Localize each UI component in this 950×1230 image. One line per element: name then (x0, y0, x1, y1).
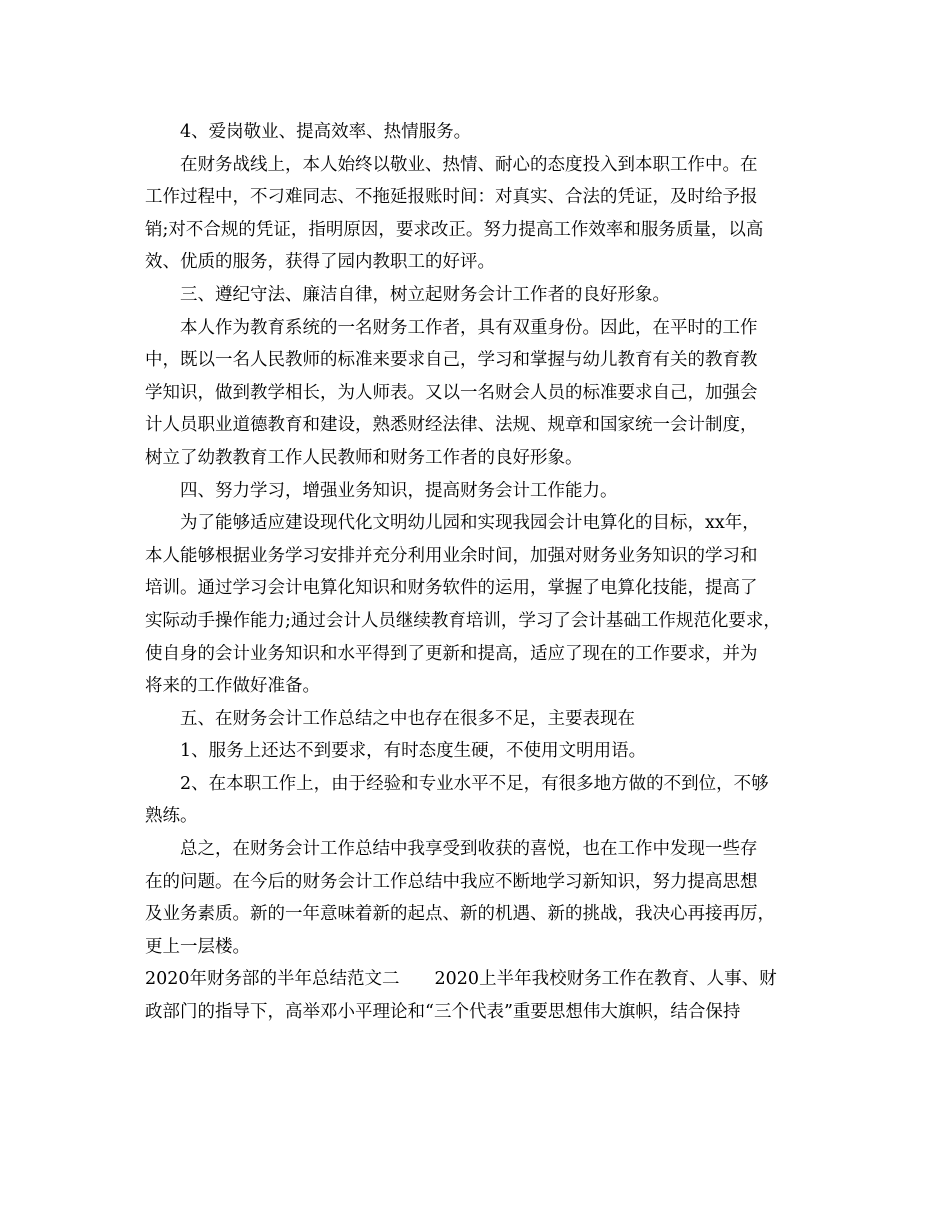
text-line: 更上一层楼。 (145, 936, 250, 957)
text-line: 计人员职业道德教育和建设，熟悉财经法律、法规、规章和国家统一会计制度， (145, 415, 758, 436)
text-line: 政部门的指导下，高举邓小平理论和“三个代表”重要思想伟大旗帜，结合保持 (145, 1002, 741, 1023)
document-body (145, 116, 825, 1029)
text-line: 销;对不合规的凭证，指明原因，要求改正。努力提高工作效率和服务质量，以高 (145, 219, 764, 240)
text-line: 及业务素质。新的一年意味着新的起点、新的机遇、新的挑战，我决心再接再厉， (145, 904, 775, 925)
text-line: 2、在本职工作上，由于经验和专业水平不足，有很多地方做的不到位，不够 (180, 773, 769, 794)
text-line: 使自身的会计业务知识和水平得到了更新和提高，适应了现在的工作要求，并为 (145, 643, 758, 664)
text-line: 树立了幼教教育工作人民教师和财务工作者的良好形象。 (145, 447, 583, 468)
text-line: 三、遵纪守法、廉洁自律，树立起财务会计工作者的良好形象。 (180, 284, 670, 305)
text-line: 工作过程中，不刁难同志、不拖延报账时间：对真实、合法的凭证，及时给予报 (145, 187, 758, 208)
text-line: 实际动手操作能力;通过会计人员继续教育培训，学习了会计基础工作规范化要求， (145, 610, 781, 631)
text-line: 将来的工作做好准备。 (145, 676, 320, 697)
text-line: 四、努力学习，增强业务知识，提高财务会计工作能力。 (180, 480, 618, 501)
text-line: 2020年财务部的半年总结范文二 2020上半年我校财务工作在教育、人事、财 (145, 969, 777, 990)
text-line: 中，既以一名人民教师的标准来要求自己，学习和掌握与幼儿教育有关的教育教 (145, 350, 758, 371)
text-line: 本人能够根据业务学习安排并充分利用业余时间，加强对财务业务知识的学习和 (145, 545, 758, 566)
text-line: 在财务战线上，本人始终以敬业、热情、耐心的态度投入到本职工作中。在 (180, 154, 758, 175)
text-line: 总之，在财务会计工作总结中我享受到收获的喜悦，也在工作中发现一些存 (180, 839, 758, 860)
text-line: 学知识，做到教学相长，为人师表。又以一名财会人员的标准要求自己，加强会 (145, 382, 758, 403)
text-line: 在的问题。在今后的财务会计工作总结中我应不断地学习新知识，努力提高思想 (145, 871, 758, 892)
text-line: 效、优质的服务，获得了园内教职工的好评。 (145, 252, 495, 273)
text-line: 1、服务上还达不到要求，有时态度生硬，不使用文明用语。 (180, 741, 647, 762)
text-line: 本人作为教育系统的一名财务工作者，具有双重身份。因此，在平时的工作 (180, 317, 758, 338)
text-line: 熟练。 (145, 806, 198, 827)
text-line: 4、爱岗敬业、提高效率、热情服务。 (180, 122, 472, 142)
text-line: 培训。通过学习会计电算化知识和财务软件的运用，掌握了电算化技能，提高了 (145, 578, 758, 599)
text-line: 五、在财务会计工作总结之中也存在很多不足，主要表现在 (180, 708, 635, 729)
text-line: 为了能够适应建设现代化文明幼儿园和实现我园会计电算化的目标，xx年， (180, 513, 760, 534)
